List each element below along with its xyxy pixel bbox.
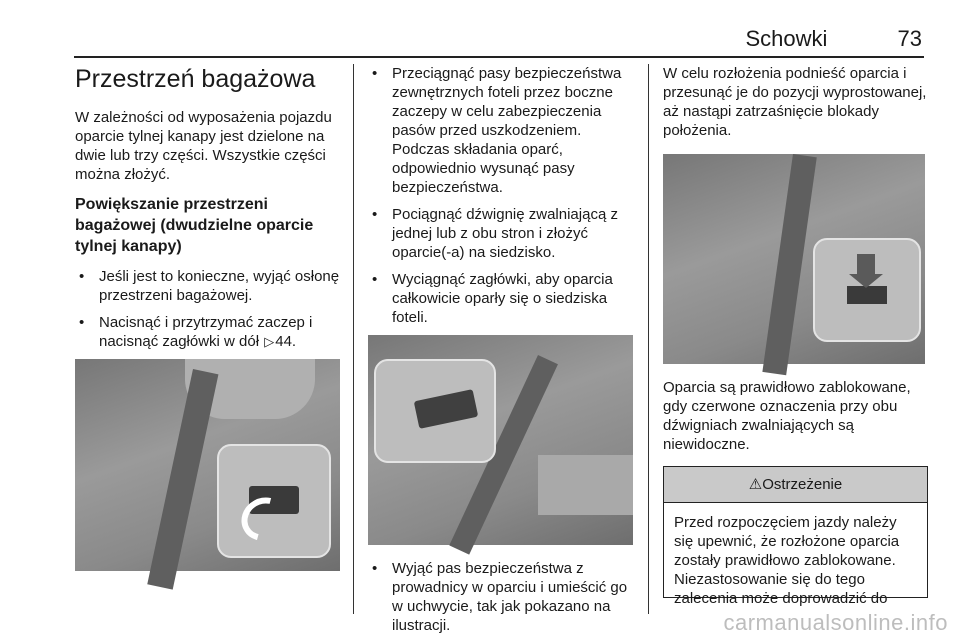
column-1 — [75, 64, 340, 571]
release-lever-shape — [847, 286, 887, 304]
column-2 — [368, 64, 633, 643]
warning-text: Przed rozpoczęciem jazdy należy się upewnić, że rozłożone oparcia zostały prawidłowo zablokowane. Niezastosowanie się do tego zalecenia może doprowadzić do — [674, 514, 900, 607]
page-title: Przestrzeń bagażowa — [75, 65, 316, 93]
column-divider-2 — [648, 64, 649, 614]
list-item: • Przeciągnąć pasy bezpieczeństwa zewnętrznych foteli przez boczne zaczepy w celu zabezpieczenia pasów przed uszkodzeniem. Podczas składania oparć, odpowiednio wysunąć pasy bezpieczeństwa. — [368, 64, 633, 197]
illustration-seat-release — [663, 154, 925, 364]
belt-guide-shape — [414, 389, 479, 429]
page-ref-link[interactable]: 44. — [275, 333, 297, 350]
bullet-list-3 — [368, 559, 633, 635]
watermark: carmanualsonline.info — [723, 610, 948, 635]
page-number: 73 — [897, 26, 922, 51]
page-header — [745, 26, 922, 52]
paragraph: W celu rozłożenia podnieść oparcia i przesunąć je do pozycji wyprostowanej, aż nastąpi zatrzaśnięcie blokady położenia. — [663, 65, 927, 139]
illustration-belt-guide — [368, 335, 633, 545]
page-ref-icon: ▷ — [264, 334, 275, 349]
list-item: • Nacisnąć i przytrzymać zaczep i nacisnąć zagłówki w dół ▷44. — [75, 313, 340, 351]
column-divider-1 — [353, 64, 354, 614]
intro-paragraph: W zależności od wyposażenia pojazdu oparcie tylnej kanapy jest dzielone na dwie lub trzy części. Wszystkie części można złożyć. — [75, 109, 332, 183]
warning-title: Ostrzeżenie — [762, 476, 843, 493]
list-item: • Wyjąć pas bezpieczeństwa z prowadnicy w oparciu i umieścić go w uchwycie, tak jak pokazano na ilustracji. — [368, 559, 633, 635]
subheading: Powiększanie przestrzeni bagażowej (dwudzielne oparcie tylnej kanapy) — [75, 196, 314, 255]
column-3 — [663, 64, 928, 607]
illustration-headrest-latch — [75, 359, 340, 571]
bullet-list-1 — [75, 267, 340, 351]
down-arrow-icon — [857, 254, 875, 276]
warning-header — [664, 467, 927, 503]
paragraph: Oparcia są prawidłowo zablokowane, gdy czerwone oznaczenia przy obu dźwigniach zwalniających są niewidoczne. — [663, 379, 911, 453]
detail-inset — [813, 238, 921, 342]
bullet-list-2 — [368, 64, 633, 327]
header-rule — [74, 56, 924, 58]
seat-cushion-shape — [538, 455, 633, 515]
list-item: • Pociągnąć dźwignię zwalniającą z jednej lub z obu stron i złożyć oparcie(-a) na siedzisko. — [368, 205, 633, 262]
warning-box — [663, 466, 928, 607]
list-item: • Jeśli jest to konieczne, wyjąć osłonę przestrzeni bagażowej. — [75, 267, 340, 305]
list-item: • Wyciągnąć zagłówki, aby oparcia całkowicie oparły się o siedziska foteli. — [368, 270, 633, 327]
detail-inset — [217, 444, 331, 558]
detail-inset — [374, 359, 496, 463]
section-title: Schowki — [745, 26, 828, 51]
warning-triangle-icon: ⚠ — [748, 476, 763, 493]
